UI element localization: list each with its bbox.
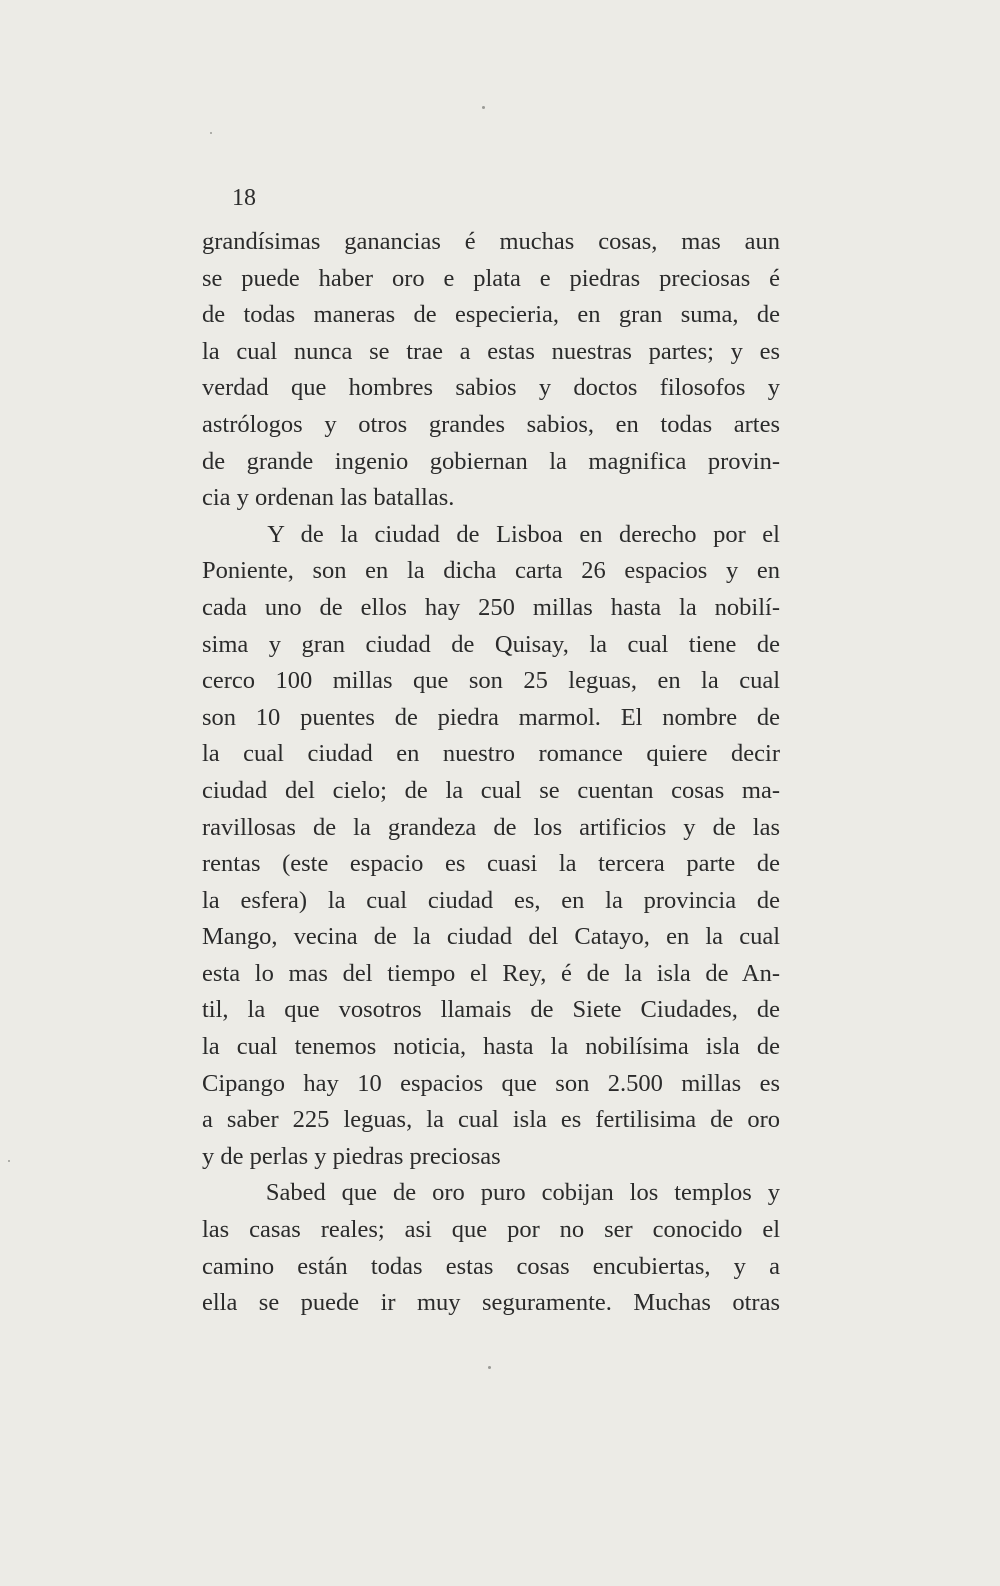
- text-line: la cual ciudad en nuestro romance quiere decir: [202, 740, 780, 768]
- paper-speck: [482, 106, 485, 109]
- paper-speck: [488, 1366, 491, 1369]
- paper-speck: [210, 132, 212, 134]
- body-text: [202, 224, 780, 1322]
- text-line: se puede haber oro e plata e piedras preciosas é: [202, 264, 780, 292]
- text-line: ravillosas de la grandeza de los artificios y de las: [202, 813, 780, 841]
- text-line: de grande ingenio gobiernan la magnifica provin-: [202, 447, 780, 475]
- text-line: astrólogos y otros grandes sabios, en todas artes: [202, 410, 780, 438]
- paper-speck: [8, 1160, 10, 1162]
- text-line: til, la que vosotros llamais de Siete Ciudades, de: [202, 996, 780, 1024]
- text-line: sima y gran ciudad de Quisay, la cual tiene de: [202, 630, 780, 658]
- text-line: cada uno de ellos hay 250 millas hasta la nobilí-: [202, 593, 780, 621]
- text-line: camino están todas estas cosas encubiertas, y a: [202, 1252, 780, 1280]
- text-line: las casas reales; asi que por no ser conocido el: [202, 1216, 780, 1244]
- text-line: esta lo mas del tiempo el Rey, é de la isla de An-: [202, 959, 780, 987]
- text-line: Sabed que de oro puro cobijan los templos y: [202, 1179, 780, 1207]
- text-line: son 10 puentes de piedra marmol. El nombre de: [202, 703, 780, 731]
- text-line: la cual nunca se trae a estas nuestras partes; y es: [202, 337, 780, 365]
- text-line: verdad que hombres sabios y doctos filosofos y: [202, 374, 780, 402]
- text-line: grandísimas ganancias é muchas cosas, mas aun: [202, 228, 780, 255]
- page-number: 18: [232, 185, 256, 211]
- text-line: Mango, vecina de la ciudad del Catayo, en la cual: [202, 923, 780, 951]
- text-line: ciudad del cielo; de la cual se cuentan cosas ma-: [202, 776, 780, 804]
- text-line: de todas maneras de especieria, en gran suma, de: [202, 301, 780, 329]
- text-line: cia y ordenan las batallas.: [202, 484, 455, 512]
- text-line: Poniente, son en la dicha carta 26 espacios y en: [202, 557, 780, 585]
- text-line: Cipango hay 10 espacios que son 2.500 millas es: [202, 1069, 780, 1097]
- text-line: cerco 100 millas que son 25 leguas, en la cual: [202, 667, 780, 695]
- text-line: Y de la ciudad de Lisboa en derecho por el: [202, 520, 780, 548]
- text-line: la cual tenemos noticia, hasta la nobilísima isla de: [202, 1033, 780, 1061]
- text-line: la esfera) la cual ciudad es, en la provincia de: [202, 886, 780, 914]
- text-line: a saber 225 leguas, la cual isla es fertilisima de oro: [202, 1106, 780, 1134]
- text-line: ella se puede ir muy seguramente. Muchas otras: [202, 1289, 780, 1317]
- text-line: rentas (este espacio es cuasi la tercera parte de: [202, 850, 780, 878]
- text-line: y de perlas y piedras preciosas: [202, 1142, 501, 1170]
